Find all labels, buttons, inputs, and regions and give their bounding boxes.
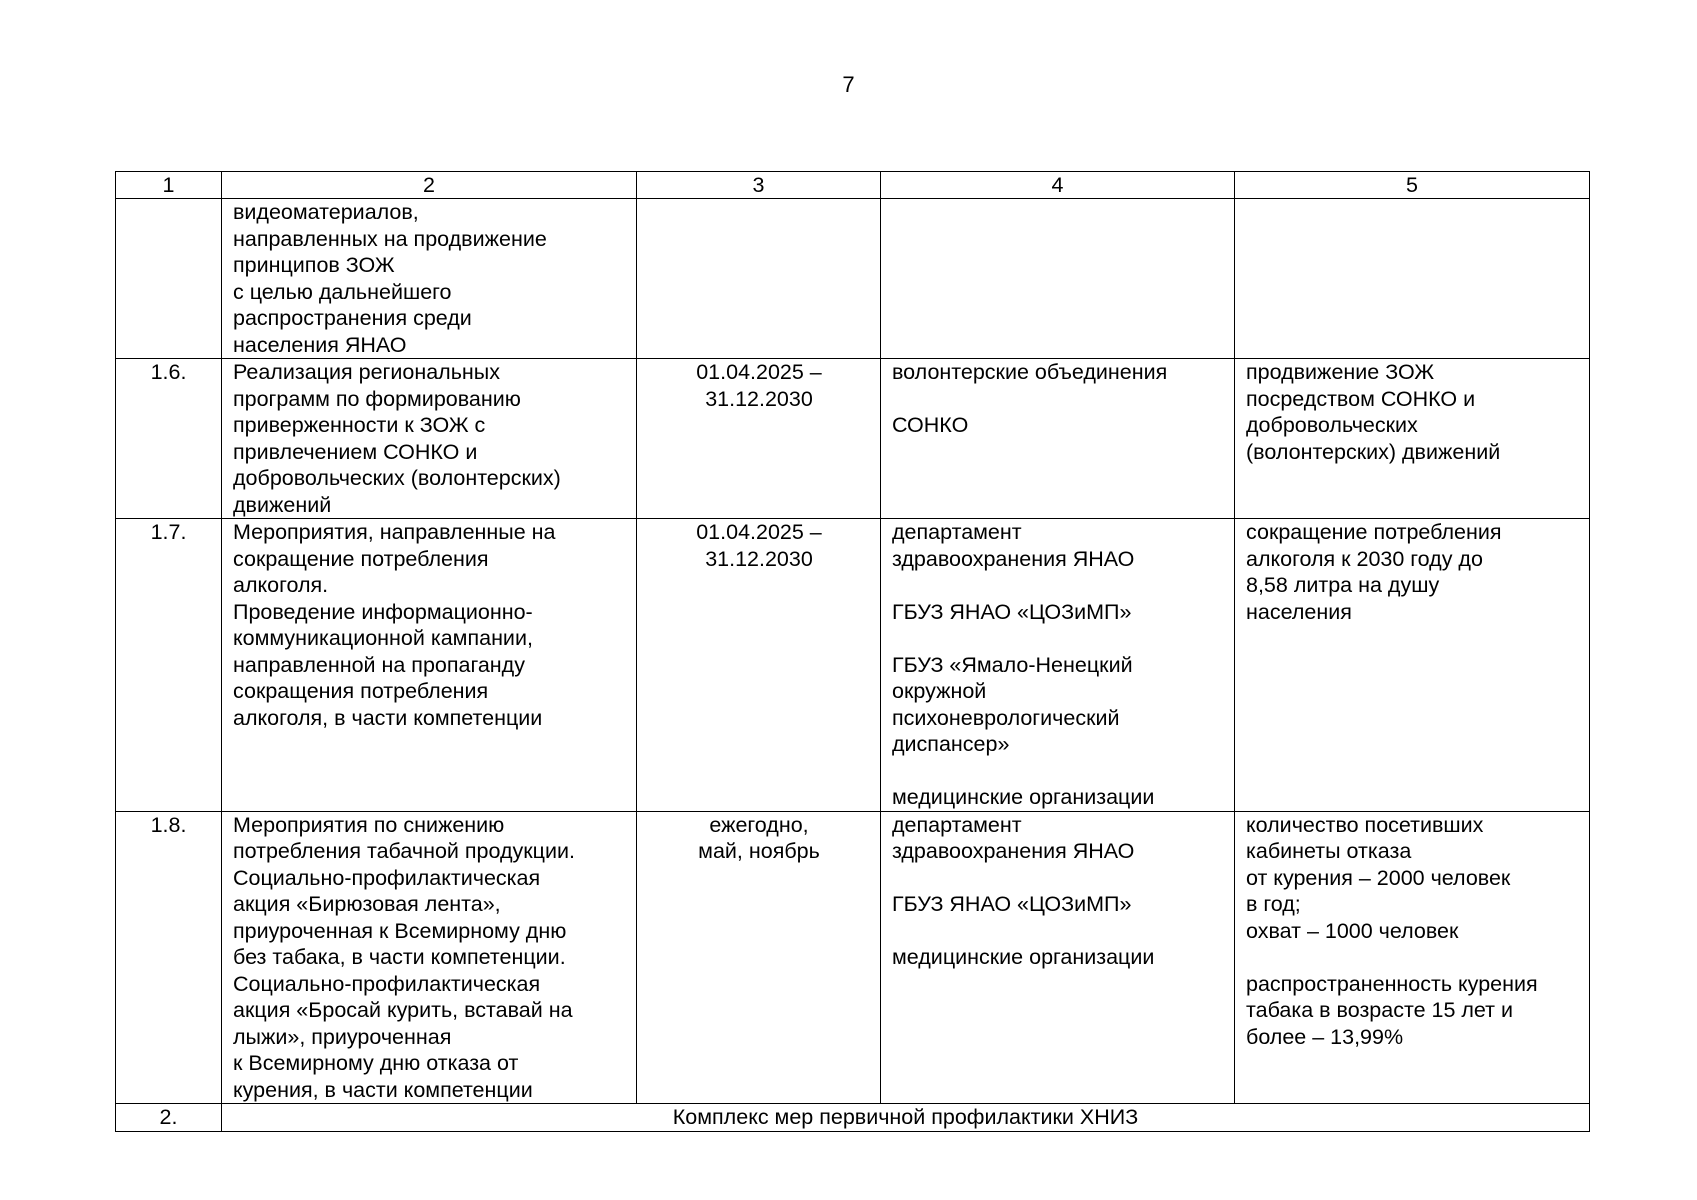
cell-line: ГБУЗ ЯНАО «ЦОЗиМП» [892, 599, 1132, 624]
cell-line: привлечением СОНКО и [233, 439, 478, 464]
cell-line: волонтерские объединения [892, 360, 1168, 384]
cell-line: принципов ЗОЖ [233, 253, 395, 277]
cell-line [1246, 944, 1579, 971]
row-number [116, 199, 222, 359]
cell-line: Реализация региональных [233, 360, 500, 384]
cell-line [892, 572, 1224, 599]
cell-line: табака в возрасте 15 лет и [1246, 998, 1514, 1022]
cell-line: посредством СОНКО и [1246, 386, 1476, 411]
header-cell-1: 1 [116, 172, 222, 199]
period-cell [637, 359, 881, 519]
table-row [116, 199, 1590, 359]
cell-line: от курения – 2000 человек [1246, 865, 1511, 890]
cell-line: с целью дальнейшего [233, 279, 452, 304]
result-cell [1235, 811, 1590, 1104]
cell-line: программ по формированию [233, 386, 521, 411]
cell-line: здравоохранения ЯНАО [892, 546, 1135, 571]
cell-line: 01.04.2025 – [696, 360, 822, 384]
header-cell-5: 5 [1235, 172, 1590, 199]
cell-line: алкоголя. [233, 573, 329, 597]
cell-line: добровольческих [1246, 413, 1418, 437]
section-row [116, 1104, 1590, 1132]
cell-line: май, ноябрь [698, 839, 820, 863]
cell-line: к Всемирному дню отказа от [233, 1051, 519, 1075]
cell-line [892, 758, 1224, 785]
row-number: 1.6. [116, 359, 222, 519]
cell-line: движений [233, 492, 332, 517]
cell-line: лыжи», приуроченная [233, 1024, 452, 1049]
cell-line: распространенность курения [1246, 971, 1538, 996]
cell-line: 31.12.2030 [705, 386, 813, 411]
cell-line: акция «Бирюзовая лента», [233, 892, 501, 916]
executors-cell [881, 519, 1235, 812]
row-number: 1.8. [116, 811, 222, 1104]
cell-line: видеоматериалов, [233, 200, 419, 224]
executors-cell [881, 811, 1235, 1104]
cell-line: Мероприятия по снижению [233, 812, 505, 837]
cell-line: ГБУЗ ЯНАО «ЦОЗиМП» [892, 892, 1132, 916]
period-cell [637, 199, 881, 359]
cell-line: сокращения потребления [233, 679, 489, 703]
cell-line: 8,58 литра на душу [1246, 573, 1440, 597]
executors-cell [881, 199, 1235, 359]
executors-cell [881, 359, 1235, 519]
activity-cell [222, 359, 637, 519]
section-title: Комплекс мер первичной профилактики ХНИЗ [222, 1104, 1590, 1132]
cell-line: 01.04.2025 – [696, 520, 822, 544]
table-row [116, 359, 1590, 519]
cell-line: алкоголя к 2030 году до [1246, 546, 1483, 571]
cell-line: кабинеты отказа [1246, 839, 1412, 863]
result-cell [1235, 359, 1590, 519]
page-number: 7 [842, 72, 855, 97]
cell-line: продвижение ЗОЖ [1246, 360, 1435, 384]
cell-line: сокращение потребления [1246, 520, 1502, 544]
cell-line: добровольческих (волонтерских) [233, 466, 561, 490]
cell-line: диспансер» [892, 732, 1010, 756]
header-cell-4: 4 [881, 172, 1235, 199]
cell-line: окружной [892, 679, 987, 703]
cell-line [892, 918, 1224, 945]
activity-plan-table [115, 171, 1590, 1132]
result-cell [1235, 519, 1590, 812]
cell-line: 31.12.2030 [705, 546, 813, 571]
cell-line: департамент [892, 520, 1022, 544]
cell-line: приуроченная к Всемирному дню [233, 918, 567, 943]
cell-line: коммуникационной кампании, [233, 626, 533, 650]
cell-line: охват – 1000 человек [1246, 918, 1459, 943]
cell-line: направленной на пропаганду [233, 652, 525, 677]
activity-cell [222, 519, 637, 812]
cell-line: ежегодно, [709, 812, 809, 837]
cell-line: населения ЯНАО [233, 332, 407, 357]
cell-line: распространения среди [233, 306, 472, 330]
cell-line: населения [1246, 599, 1352, 624]
cell-line: Социально-профилактическая [233, 971, 541, 996]
cell-line [892, 386, 1224, 413]
period-cell [637, 519, 881, 812]
cell-line: Мероприятия, направленные на [233, 520, 556, 544]
table-row [116, 519, 1590, 812]
activity-cell [222, 811, 637, 1104]
cell-line: приверженности к ЗОЖ с [233, 413, 486, 437]
cell-line: здравоохранения ЯНАО [892, 839, 1135, 863]
cell-line: сокращение потребления [233, 546, 489, 571]
section-number: 2. [116, 1104, 222, 1132]
header-cell-3: 3 [637, 172, 881, 199]
cell-line: количество посетивших [1246, 812, 1484, 837]
cell-line: психоневрологический [892, 705, 1120, 730]
cell-line: более – 13,99% [1246, 1024, 1404, 1049]
cell-line: курения, в части компетенции [233, 1077, 533, 1102]
cell-line: медицинские организации [892, 785, 1155, 809]
cell-line: без табака, в части компетенции. [233, 945, 566, 969]
period-cell [637, 811, 881, 1104]
cell-line: СОНКО [892, 413, 969, 437]
cell-line: алкоголя, в части компетенции [233, 705, 543, 730]
result-cell [1235, 199, 1590, 359]
header-row [116, 172, 1590, 199]
cell-line: акция «Бросай курить, вставай на [233, 998, 573, 1022]
cell-line: ГБУЗ «Ямало-Ненецкий [892, 652, 1133, 677]
cell-line: Социально-профилактическая [233, 865, 541, 890]
cell-line: (волонтерских) движений [1246, 439, 1501, 464]
cell-line: Проведение информационно- [233, 599, 533, 624]
cell-line: в год; [1246, 892, 1301, 916]
cell-line: департамент [892, 812, 1022, 837]
cell-line: медицинские организации [892, 945, 1155, 969]
cell-line [892, 625, 1224, 652]
header-cell-2: 2 [222, 172, 637, 199]
cell-line [892, 865, 1224, 892]
cell-line: потребления табачной продукции. [233, 839, 575, 863]
table-row [116, 811, 1590, 1104]
row-number: 1.7. [116, 519, 222, 812]
cell-line: направленных на продвижение [233, 226, 547, 251]
activity-cell [222, 199, 637, 359]
